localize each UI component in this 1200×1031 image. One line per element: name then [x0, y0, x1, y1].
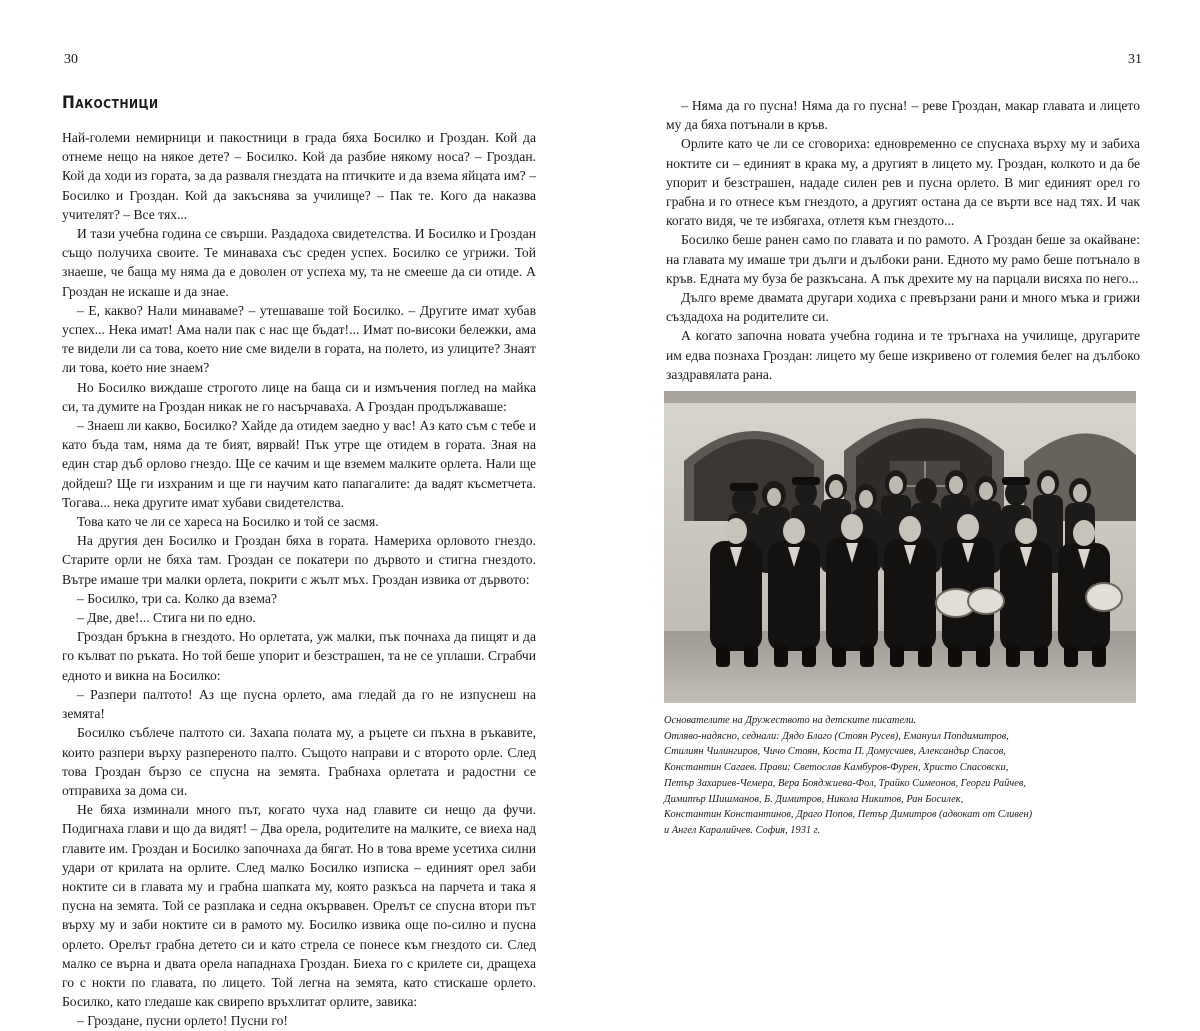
paragraph: – Гроздане, пусни орлето! Пусни го!: [77, 1013, 288, 1029]
left-page: [0, 0, 600, 1029]
caption-line: Стилиян Чилингиров, Чичо Стоян, Коста П. Домусчиев, Александър Спасов,: [664, 746, 1006, 758]
caption-line: Константин Константинов, Драго Попов, Петър Димитров (адвокат от Сливен): [664, 809, 1033, 821]
paragraph: – Няма да го пусна! Няма да го пусна! – реве Гроздан, макар главата и лицето му да бяха потънали в кръв.: [666, 98, 1140, 133]
chapter-title: Пакостници: [62, 93, 159, 113]
paragraph: На другия ден Босилко и Гроздан бяха в гората. Намериха орловото гнездо. Старите орли не бяха там. Гроздан се покатери по дървото и стигна гнездото. Вътре имаше три малки орлета, покрити с жълт мъх. Гроздан извика от дървото:: [62, 533, 536, 587]
paragraph: Дълго време двамата другари ходиха с превързани рани и много мъка и грижи създадоха на родителите си.: [666, 290, 1140, 325]
right-page: [600, 0, 1200, 1024]
left-text-column: [62, 128, 536, 1031]
paragraph: И тази учебна година се свърши. Раздадоха свидетелства. И Босилко и Гроздан също получиха своите. Те минаваха със среден успех. Босилко се угрижи. Той знаеше, че баща му няма да е доволен от успеха му, та не смееше да си отиде. А Гроздан не искаше и да знае.: [62, 226, 536, 299]
photo-caption: [664, 713, 1144, 839]
group-photo-illustration: [664, 391, 1136, 703]
paragraph: Босилко беше ранен само по главата и по рамото. А Гроздан беше за окайване: на главата му имаше три дълги и дълбоки рани. Едното му рамо беше потънало в кръв. Едната му буза бе разкъсана. А пък дрехите му на парцали висяха по него...: [666, 232, 1140, 286]
paragraph: – Босилко, три са. Колко да взема?: [77, 590, 277, 606]
paragraph: Това като че ли се хареса на Босилко и той се засмя.: [77, 514, 379, 530]
caption-line: Константин Сагаев. Прави: Светослав Камбуров-Фурен, Христо Спасовски,: [664, 762, 1009, 774]
paragraph: Най-големи немирници и пакостници в града бяха Босилко и Гроздан. Кой да отнеме нещо на някое дете? – Босилко. Кой да разбие някому носа? – Гроздан. Кой да ходи из гората, за да разваля гнездата на птичките и да взема яйцата им? – Босилко и Гроздан. Кой да закъснява за училище? – Пак те. Кого да наказва учителят? – Все тях...: [62, 130, 536, 222]
caption-line: Основателите на Дружеството на детските писатели.: [664, 715, 917, 726]
paragraph: А когато започна новата учебна година и те тръгнаха на училище, другарите им едва познаха Гроздан: лицето му беше изкривено от големия белег на дълбоко заздравялата рана.: [666, 328, 1140, 382]
paragraph: – Разпери палтото! Аз ще пусна орлето, ама гледай да го не изпуснеш на земята!: [62, 686, 536, 722]
right-text-column: [666, 96, 1140, 384]
paragraph: Но Босилко виждаше строгото лице на баща си и измъчения поглед на майка си, та думите на Гроздан никак не го насърчаваха. А Гроздан продължаваше:: [62, 379, 536, 414]
caption-line: Петър Захариев-Чемера, Вера Бояджиева-Фол, Трайко Симеонов, Георги Райчев,: [664, 777, 1026, 789]
caption-line: Отляво-надясно, седнали: Дядо Благо (Стоян Русев), Емануил Попдимитров,: [664, 730, 1009, 742]
paragraph: Гроздан бръкна в гнездото. Но орлетата, уж малки, пък почнаха да пищят и да го кълват по ръката. Но той беше упорит и безстрашен, та не се уплаши. Сграбчи едното и викна на Босилко:: [62, 629, 536, 683]
page-number-left: 30: [64, 52, 78, 67]
paragraph: – Две, две!... Стига ни по едно.: [77, 610, 256, 626]
paragraph: Не бяха изминали много път, когато чуха над главите си нещо да фучи. Подигнаха глави и що да видят! – Два орела, родителите на малките, се виеха над главите им. Гроздан и Босилко започнаха да бягат. Но в това време усетиха силни удари от крилата на орлите. След малко Босилко изписка – единият орел заби ноктите си в главата му и грабна шапката му, която разкъса на парчета и така я пусна на земята. Той се разплака и седна окървавен. Орелът се спусна втори път върху му и заби ноктите си в рамото му. Босилко извика още по-силно и пусна орлето. Орелът грабна детето си и като стрела се понесе към гнездото си. След малко се върна и двата орела нападнаха Гроздан. Биеха го с крилете си, дращеха го с нокти по главата, по лицето. Той легна на земята, като стискаше орлето. Босилко, като гледаше как свирепо връхлитат орлите, завика:: [62, 802, 536, 1010]
caption-line: и Ангел Каралийчев. София, 1931 г.: [664, 824, 821, 836]
paragraph: – Е, какво? Нали минаваме? – утешаваше той Босилко. – Другите имат хубав успех... Нека имат! Ама нали пак с нас ще бъдат!... Имат по-високи бележки, ама те видели ли са това, което ние сме видели в гората, на полето, из улиците? Знаят ли това, което ние знаем?: [62, 302, 536, 376]
group-photo: [664, 391, 1136, 703]
paragraph: – Знаеш ли какво, Босилко? Хайде да отидем заедно у вас! Аз като съм с тебе и като бъда там, няма да те бият, вярвай! Пък утре ще отидем в гората. Зная на един стар дъб орлово гнездо. Ще се качим и ще вземем малките орлета. Нали ще дойдеш? Ще ги изхраним и ще ги научим като папагалите: да вадят късметчета. Тогава... нека другите имат хубави свидетелства.: [62, 418, 537, 510]
paragraph: Босилко съблече палтото си. Захапа полата му, а ръцете си пъхна в ръкавите, които разпери върху разпереното палто. Същото направи и с второто орле. След това Гроздан бързо се спусна на земята. Грабнаха орлетата и радостни се отправиха за дома си.: [62, 725, 536, 798]
caption-line: Димитър Шишманов, Б. Димитров, Никола Никитов, Ран Босилек,: [664, 793, 964, 805]
page-number-right: 31: [1128, 52, 1142, 67]
paragraph: Орлите като че ли се сговориха: едновременно се спуснаха върху му и забиха ноктите си – единият в крака му, а другият в лицето му. Гроздан, колкото и да бе упорит и безстрашен, нададе силен рев и пусна орлето. В миг единият орел го грабна и го отнесе към гнездото, а другият остана да се върти все над тях. И чак когато видя, че те избягаха, отлетя към гнездото...: [666, 136, 1140, 229]
